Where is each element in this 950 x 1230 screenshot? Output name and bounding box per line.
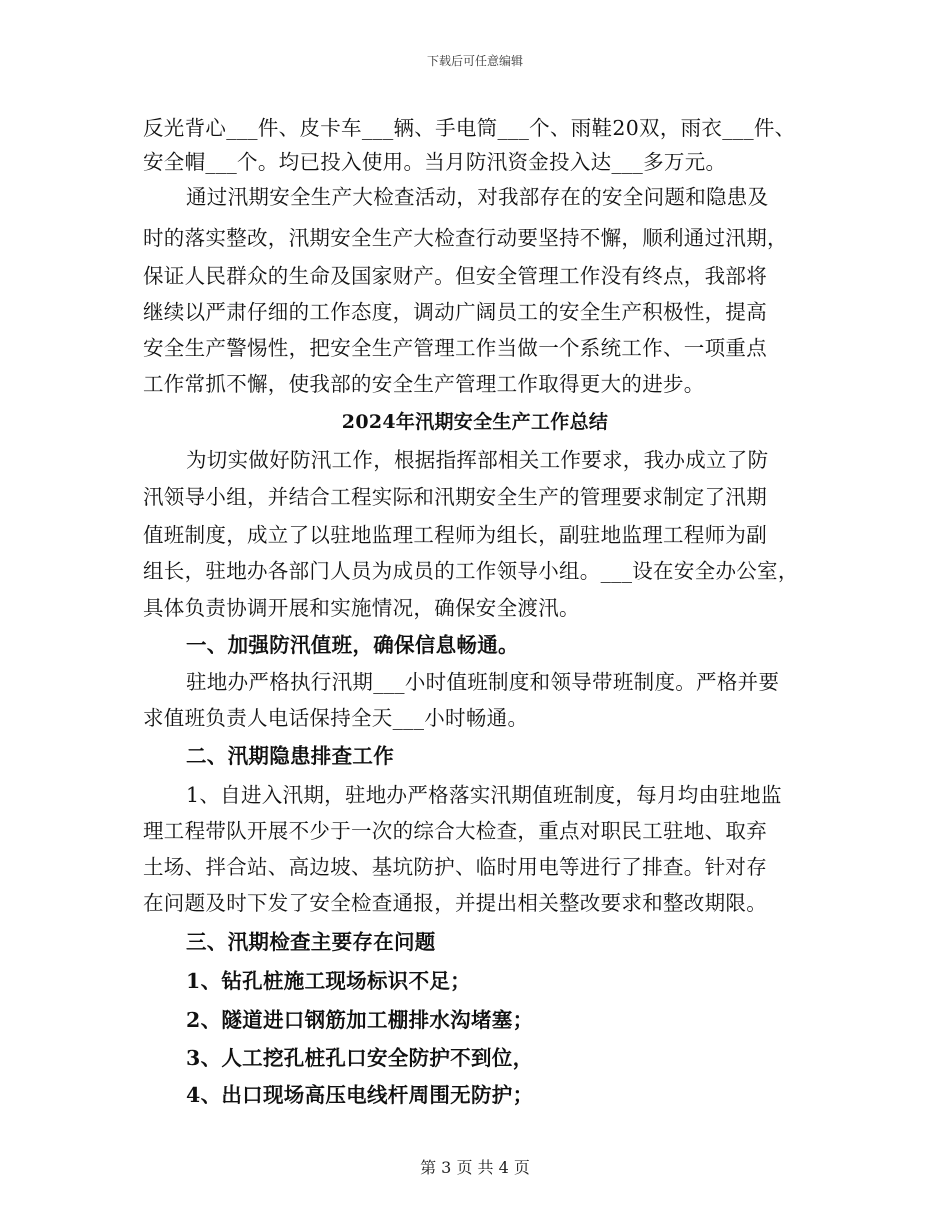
page-header: 下载后可任意编辑: [426, 54, 523, 68]
body-line: 值班制度，成立了以驻地监理工程师为组长，副驻地监理工程师为副: [143, 523, 767, 547]
heading-line: 三、汛期检查主要存在问题: [186, 930, 436, 954]
body-line: 具体负责协调开展和实施情况，确保安全渡汛。: [143, 596, 580, 620]
body-line: 1、自进入汛期，驻地办严格落实汛期值班制度，每月均由驻地监: [186, 783, 782, 807]
body-line: 通过汛期安全生产大检查活动，对我部存在的安全问题和隐患及: [186, 185, 769, 209]
body-line: 反光背心___件、皮卡车___辆、手电筒___个、雨鞋20双，雨衣___件、: [143, 116, 796, 140]
body-line: 组长，驻地办各部门人员为成员的工作领导小组。___设在安全办公室，: [143, 559, 799, 583]
list-item: 3、人工挖孔桩孔口安全防护不到位，: [186, 1046, 534, 1070]
section-title: 2024年汛期安全生产工作总结: [341, 411, 609, 433]
list-item: 4、出口现场高压电线杆周围无防护；: [186, 1083, 534, 1107]
list-item: 1、钻孔桩施工现场标识不足；: [186, 969, 471, 993]
body-line: 在问题及时下发了安全检查通报，并提出相关整改要求和整改期限。: [143, 891, 767, 915]
heading-line: 一、加强防汛值班，确保信息畅通。: [186, 633, 519, 657]
body-line: 保证人民群众的生命及国家财产。但安全管理工作没有终点，我部将: [143, 264, 767, 288]
body-line: 工作常抓不懈，使我部的安全生产管理工作取得更大的进步。: [143, 372, 705, 396]
body-line: 为切实做好防汛工作，根据指挥部相关工作要求，我办成立了防: [186, 448, 769, 472]
list-item: 2、隧道进口钢筋加工棚排水沟堵塞；: [186, 1008, 534, 1032]
body-line: 安全帽___个。均已投入使用。当月防汛资金投入达___多万元。: [143, 150, 727, 174]
body-line: 继续以严肃仔细的工作态度，调动广阔员工的安全生产积极性，提高: [143, 300, 767, 324]
body-line: 时的落实整改，汛期安全生产大检查行动要坚持不懈，顺利通过汛期，: [143, 226, 788, 250]
body-line: 土场、拌合站、高边坡、基坑防护、临时用电等进行了排查。针对存: [143, 855, 767, 879]
body-line: 驻地办严格执行汛期___小时值班制度和领导带班制度。严格并要: [186, 670, 780, 694]
page-footer: 第 3 页 共 4 页: [420, 1158, 530, 1177]
body-line: 安全生产警惕性，把安全生产管理工作当做一个系统工作、一项重点: [143, 336, 767, 360]
body-line: 理工程带队开展不少于一次的综合大检查，重点对职民工驻地、取弃: [143, 819, 767, 843]
heading-line: 二、汛期隐患排查工作: [186, 744, 394, 768]
body-line: 求值班负责人电话保持全天___小时畅通。: [143, 706, 529, 730]
body-line: 汛领导小组，并结合工程实际和汛期安全生产的管理要求制定了汛期: [143, 485, 767, 509]
